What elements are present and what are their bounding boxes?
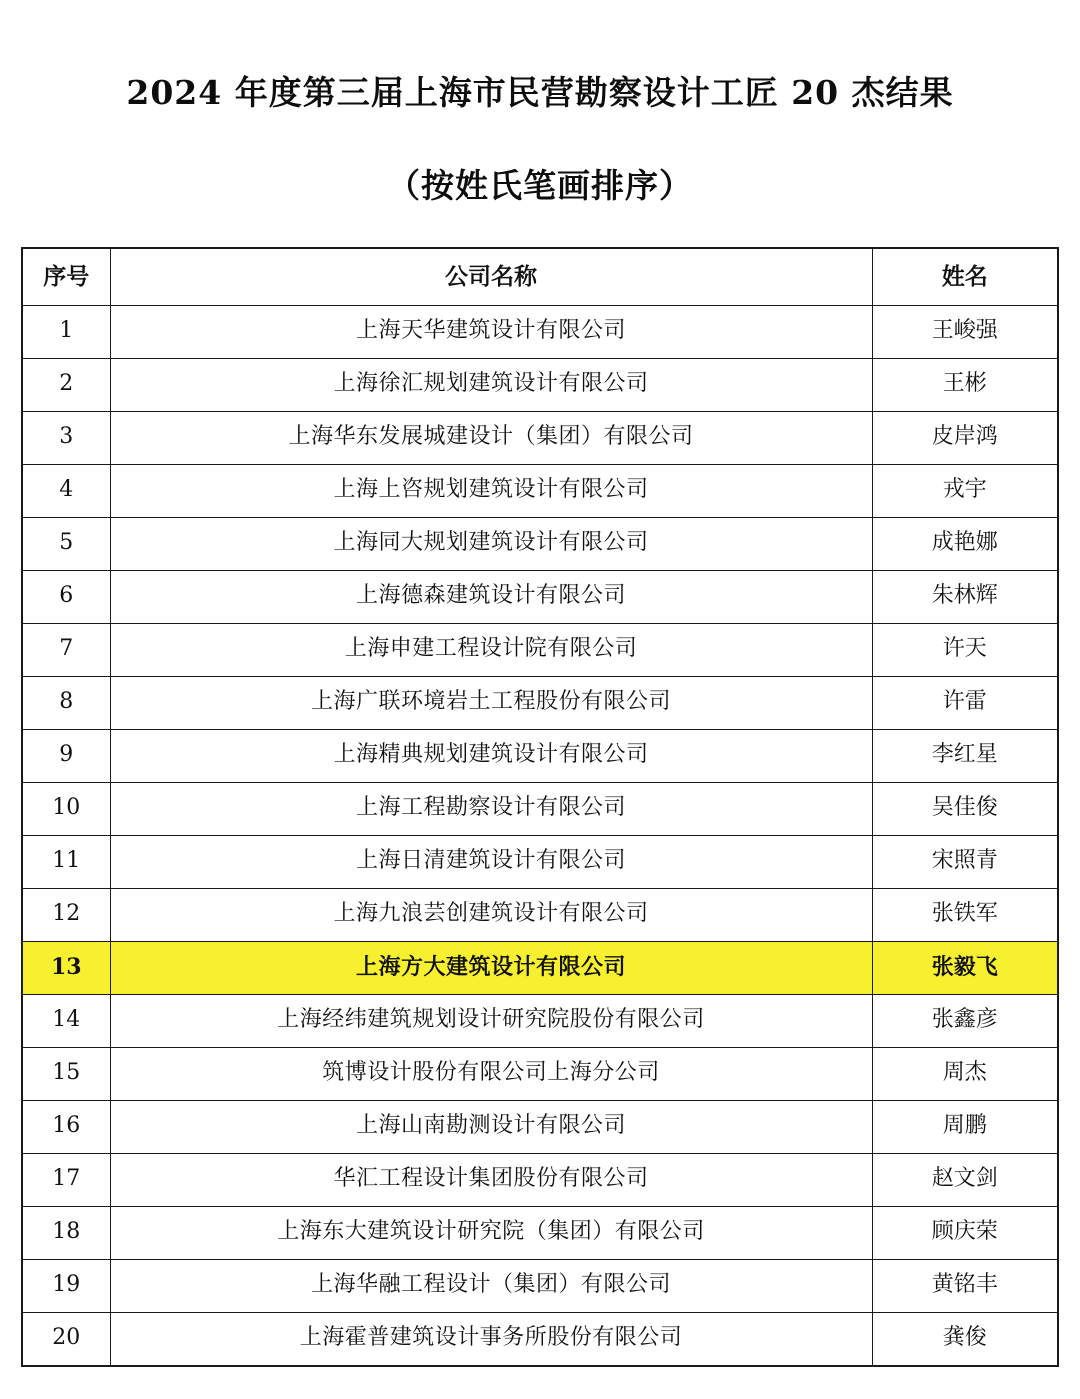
cell-index: 11 bbox=[22, 835, 110, 888]
cell-name: 宋照青 bbox=[872, 835, 1058, 888]
cell-index: 20 bbox=[22, 1312, 110, 1366]
cell-company: 上海东大建筑设计研究院（集团）有限公司 bbox=[110, 1206, 872, 1259]
cell-company: 上海天华建筑设计有限公司 bbox=[110, 305, 872, 358]
table-header-row bbox=[22, 248, 1058, 306]
cell-name: 朱林辉 bbox=[872, 570, 1058, 623]
table-row bbox=[22, 411, 1058, 464]
column-header-name: 姓名 bbox=[872, 248, 1058, 306]
cell-company: 上海徐汇规划建筑设计有限公司 bbox=[110, 358, 872, 411]
table-row bbox=[22, 888, 1058, 941]
table-row bbox=[22, 1100, 1058, 1153]
table-row bbox=[22, 517, 1058, 570]
cell-name: 皮岸鸿 bbox=[872, 411, 1058, 464]
table-row bbox=[22, 676, 1058, 729]
cell-index: 5 bbox=[22, 517, 110, 570]
cell-name: 许雷 bbox=[872, 676, 1058, 729]
cell-company: 上海霍普建筑设计事务所股份有限公司 bbox=[110, 1312, 872, 1366]
table-row bbox=[22, 1259, 1058, 1312]
cell-name: 张铁军 bbox=[872, 888, 1058, 941]
cell-index: 3 bbox=[22, 411, 110, 464]
table-row bbox=[22, 464, 1058, 517]
cell-name: 赵文剑 bbox=[872, 1153, 1058, 1206]
cell-index: 16 bbox=[22, 1100, 110, 1153]
table-row bbox=[22, 835, 1058, 888]
cell-company: 华汇工程设计集团股份有限公司 bbox=[110, 1153, 872, 1206]
cell-name: 王峻强 bbox=[872, 305, 1058, 358]
table-body bbox=[22, 305, 1058, 1366]
cell-company: 上海申建工程设计院有限公司 bbox=[110, 623, 872, 676]
table-row bbox=[22, 1312, 1058, 1366]
cell-name: 王彬 bbox=[872, 358, 1058, 411]
cell-company: 上海华融工程设计（集团）有限公司 bbox=[110, 1259, 872, 1312]
cell-name: 李红星 bbox=[872, 729, 1058, 782]
cell-index: 17 bbox=[22, 1153, 110, 1206]
cell-index: 19 bbox=[22, 1259, 110, 1312]
cell-company: 上海精典规划建筑设计有限公司 bbox=[110, 729, 872, 782]
cell-index: 12 bbox=[22, 888, 110, 941]
cell-company: 上海上咨规划建筑设计有限公司 bbox=[110, 464, 872, 517]
page-subtitle: （按姓氏笔画排序） bbox=[387, 166, 693, 206]
cell-name: 顾庆荣 bbox=[872, 1206, 1058, 1259]
cell-name: 戎宇 bbox=[872, 464, 1058, 517]
cell-company: 上海经纬建筑规划设计研究院股份有限公司 bbox=[110, 994, 872, 1047]
cell-name: 周鹏 bbox=[872, 1100, 1058, 1153]
table-row bbox=[22, 623, 1058, 676]
cell-company: 上海工程勘察设计有限公司 bbox=[110, 782, 872, 835]
cell-index: 18 bbox=[22, 1206, 110, 1259]
cell-name: 吴佳俊 bbox=[872, 782, 1058, 835]
cell-index: 8 bbox=[22, 676, 110, 729]
table-row bbox=[22, 570, 1058, 623]
cell-name: 周杰 bbox=[872, 1047, 1058, 1100]
table-row bbox=[22, 1047, 1058, 1100]
cell-name: 黄铭丰 bbox=[872, 1259, 1058, 1312]
cell-company: 上海山南勘测设计有限公司 bbox=[110, 1100, 872, 1153]
column-header-company: 公司名称 bbox=[110, 248, 872, 306]
cell-company: 上海广联环境岩土工程股份有限公司 bbox=[110, 676, 872, 729]
column-header-index: 序号 bbox=[22, 248, 110, 306]
cell-index: 9 bbox=[22, 729, 110, 782]
table-row bbox=[22, 1153, 1058, 1206]
cell-company: 上海九浪芸创建筑设计有限公司 bbox=[110, 888, 872, 941]
cell-company: 上海同大规划建筑设计有限公司 bbox=[110, 517, 872, 570]
cell-company: 上海德森建筑设计有限公司 bbox=[110, 570, 872, 623]
cell-name: 龚俊 bbox=[872, 1312, 1058, 1366]
cell-company: 上海华东发展城建设计（集团）有限公司 bbox=[110, 411, 872, 464]
results-table bbox=[21, 247, 1059, 1367]
table-row bbox=[22, 994, 1058, 1047]
cell-company: 上海日清建筑设计有限公司 bbox=[110, 835, 872, 888]
cell-index: 14 bbox=[22, 994, 110, 1047]
table-row bbox=[22, 729, 1058, 782]
cell-name: 张鑫彦 bbox=[872, 994, 1058, 1047]
page-title: 2024 年度第三届上海市民营勘察设计工匠 20 杰结果 bbox=[126, 73, 954, 112]
cell-name: 许天 bbox=[872, 623, 1058, 676]
cell-index: 13 bbox=[22, 941, 110, 994]
cell-index: 15 bbox=[22, 1047, 110, 1100]
document-title-block bbox=[0, 0, 1080, 207]
cell-index: 6 bbox=[22, 570, 110, 623]
cell-index: 7 bbox=[22, 623, 110, 676]
table-row bbox=[22, 1206, 1058, 1259]
cell-index: 2 bbox=[22, 358, 110, 411]
table-row bbox=[22, 358, 1058, 411]
table-row bbox=[22, 305, 1058, 358]
table-row bbox=[22, 782, 1058, 835]
cell-company: 筑博设计股份有限公司上海分公司 bbox=[110, 1047, 872, 1100]
cell-name: 张毅飞 bbox=[872, 941, 1058, 994]
cell-company: 上海方大建筑设计有限公司 bbox=[110, 941, 872, 994]
cell-index: 1 bbox=[22, 305, 110, 358]
cell-index: 10 bbox=[22, 782, 110, 835]
cell-index: 4 bbox=[22, 464, 110, 517]
cell-name: 成艳娜 bbox=[872, 517, 1058, 570]
table-row bbox=[22, 941, 1058, 994]
